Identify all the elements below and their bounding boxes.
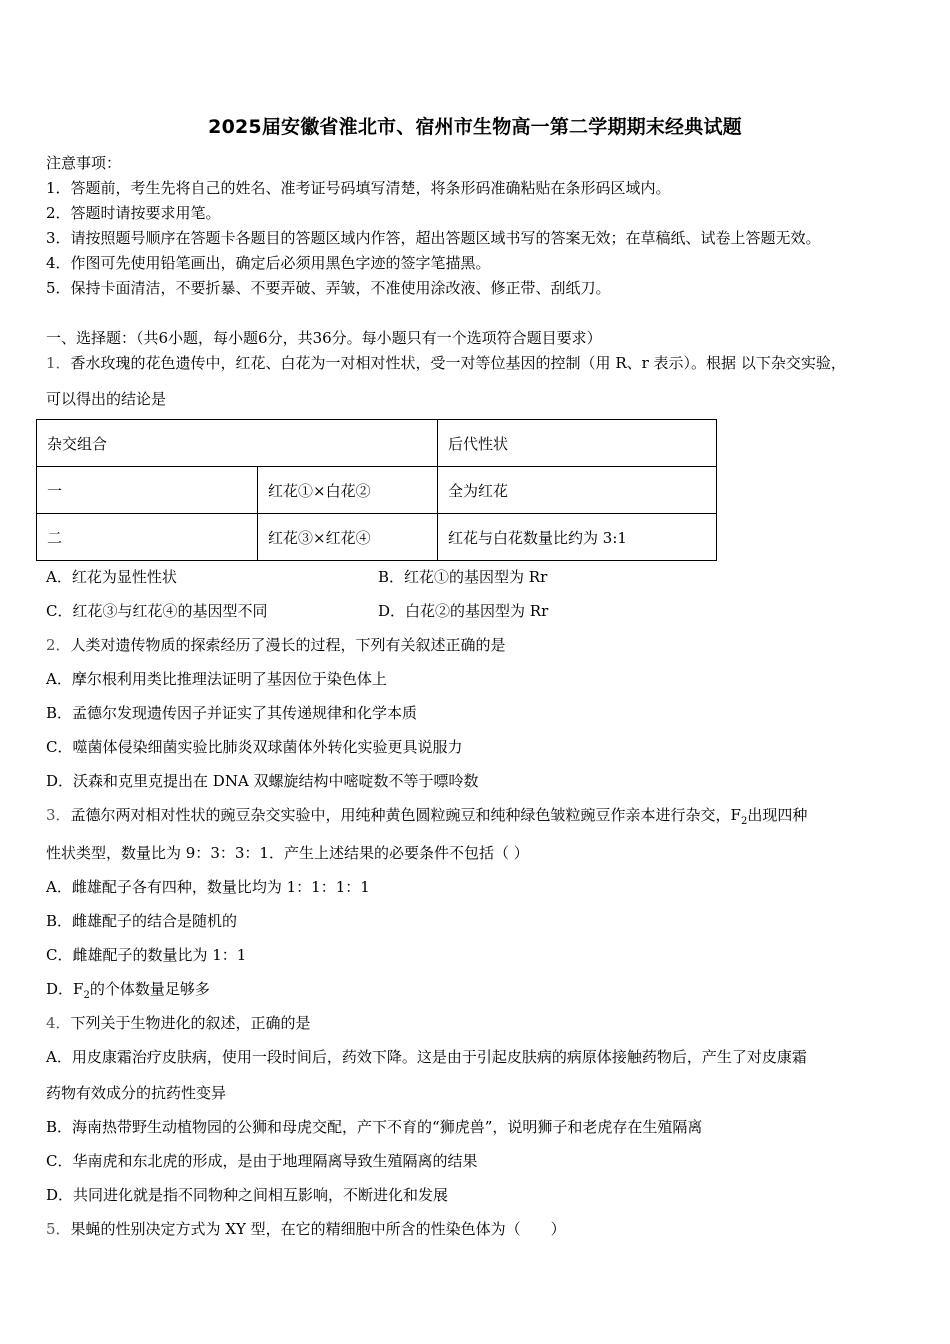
question-text: 出现四种 [747,806,808,824]
question-2-stem [46,635,506,655]
option-text: 的个体数量足够多 [89,980,210,998]
option-b: B．雌雄配子的结合是随机的 [46,912,238,930]
table-header-cell: 后代性状 [438,420,717,467]
notice-item: 2．答题时请按要求用笔。 [46,204,221,222]
question-number: 1． [46,354,71,372]
question-text: 下列关于生物进化的叙述，正确的是 [70,1014,311,1032]
option-a: A．用皮康霜治疗皮肤病，使用一段时间后，药效下降。这是由于引起皮肤病的病原体接触药物后，产生了对皮康霜 [46,1048,807,1066]
table-row [37,420,717,467]
table-cell: 红花①×白花② [258,467,438,514]
question-text: 果蝇的性别决定方式为 XY 型，在它的精细胞中所含的性染色体为（ ） [70,1220,566,1238]
question-1-stem [46,353,846,373]
question-text: 香水玫瑰的花色遗传中，红花、白花为一对相对性状，受一对等位基因的控制（用 R、r 表示）。根据 以下杂交实验， [70,354,846,372]
subscript: 2 [83,990,90,1001]
question-number: 4． [46,1014,71,1032]
option-text: D．F [46,980,84,998]
option-d: D．沃森和克里克提出在 DNA 双螺旋结构中嘧啶数不等于嘌呤数 [46,772,479,790]
question-text: 人类对遗传物质的探索经历了漫长的过程，下列有关叙述正确的是 [70,636,506,654]
question-4-stem [46,1013,311,1033]
option-c: C．红花③与红花④的基因型不同 [46,602,268,620]
table-cell: 二 [37,514,258,561]
question-1-stem-cont: 可以得出的结论是 [46,390,167,408]
question-number: 3． [46,806,71,824]
cross-table [36,419,717,561]
table-cell: 一 [37,467,258,514]
table-cell: 全为红花 [438,467,717,514]
notice-item: 4．作图可先使用铅笔画出，确定后必须用黑色字迹的签字笔描黑。 [46,254,491,272]
question-5-stem [46,1219,566,1239]
option-a-cont: 药物有效成分的抗药性变异 [46,1084,227,1102]
table-row [37,514,717,561]
notice-item: 5．保持卡面清洁，不要折暴、不要弄破、弄皱，不准使用涂改液、修正带、刮纸刀。 [46,279,611,297]
question-3-stem-cont: 性状类型，数量比为 9：3：3：1．产生上述结果的必要条件不包括（ ） [46,844,529,862]
option-c: C．雌雄配子的数量比为 1：1 [46,946,247,964]
option-b: B．孟德尔发现遗传因子并证实了其传递规律和化学本质 [46,704,418,722]
page-title: 2025届安徽省淮北市、宿州市生物高一第二学期期末经典试题 [208,116,742,138]
notice-item: 3．请按照题号顺序在答题卡各题目的答题区域内作答，超出答题区域书写的答案无效；在草稿纸、试卷上答题无效。 [46,229,821,247]
notice-item: 1．答题前，考生先将自己的姓名、准考证号码填写清楚，将条形码准确粘贴在条形码区域内。 [46,179,671,197]
table-row [37,467,717,514]
subscript: 2 [740,816,748,827]
question-text: 孟德尔两对相对性状的豌豆杂交实验中，用纯种黄色圆粒豌豆和纯种绿色皱粒豌豆作亲本进行杂交，F [70,806,741,824]
table-header-cell: 杂交组合 [37,420,438,467]
question-3-stem [46,805,807,832]
notice-heading: 注意事项： [46,154,122,172]
option-b: B．红花①的基因型为 Rr [378,568,548,586]
option-a: A．摩尔根利用类比推理法证明了基因位于染色体上 [46,670,387,688]
option-d: D．共同进化就是指不同物种之间相互影响，不断进化和发展 [46,1186,449,1204]
table-cell: 红花与白花数量比约为 3:1 [438,514,717,561]
option-c: C．噬菌体侵染细菌实验比肺炎双球菌体外转化实验更具说服力 [46,738,463,756]
option-a: A．雌雄配子各有四种，数量比均为 1：1：1：1 [46,878,370,896]
option-d: D．白花②的基因型为 Rr [378,602,549,620]
table-cell: 红花③×红花④ [258,514,438,561]
question-number: 5． [46,1220,71,1238]
section-heading: 一、选择题：（共6小题，每小题6分，共36分。每小题只有一个选项符合题目要求） [46,329,602,347]
option-c: C．华南虎和东北虎的形成，是由于地理隔离导致生殖隔离的结果 [46,1152,478,1170]
option-a: A．红花为显性性状 [46,568,177,586]
option-d [46,979,210,1006]
question-number: 2． [46,636,71,654]
option-b: B．海南热带野生动植物园的公狮和母虎交配，产下不育的“狮虎兽”，说明狮子和老虎存在生殖隔离 [46,1118,703,1136]
